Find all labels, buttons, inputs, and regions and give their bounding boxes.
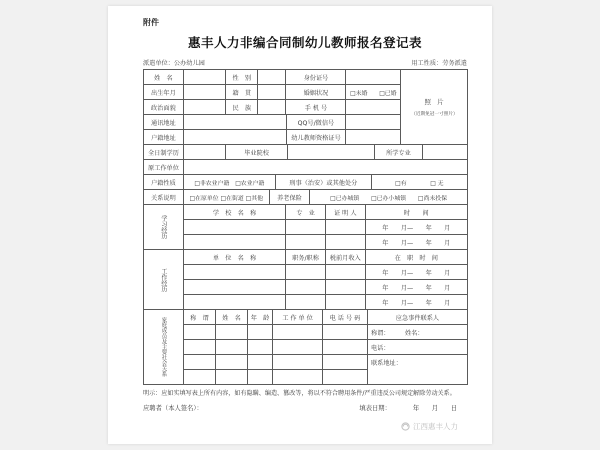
table-row [144, 190, 468, 205]
work-unit-input-cell [184, 280, 286, 295]
name-label: 姓 名 [144, 70, 184, 85]
study-school-header: 学 校 名 称 [184, 205, 286, 220]
relation-checkbox-options: □在原单位 □在街道 □其他 [184, 190, 270, 205]
family-name-header: 姓 名 [216, 310, 248, 325]
emergency-contact-address-cell: 联系地址： [368, 355, 468, 385]
qq-wechat-input-cell [346, 115, 401, 130]
form-table [143, 69, 468, 385]
family-section-label: 家庭成员及主要社会关系 [144, 310, 184, 385]
work-time-placeholder: 年 月— 年 月 [366, 280, 468, 295]
work-nature-label: 用工性质：劳务派遣 [411, 60, 467, 67]
applicant-signature-label: 应聘者（本人签名）： [143, 405, 203, 413]
family-age-input-cell [248, 340, 273, 355]
family-section [144, 310, 468, 385]
study-row [184, 220, 468, 235]
address-label: 通讯地址 [144, 115, 184, 130]
family-age-header: 年 龄 [248, 310, 273, 325]
form-title: 惠丰人力非编合同制幼儿教师报名登记表 [187, 35, 422, 50]
signature-line [143, 403, 467, 412]
name-input-cell [184, 70, 226, 85]
dispatch-unit-label: 派遣单位：公办幼儿园 [143, 60, 205, 67]
family-workunit-input-cell [273, 325, 323, 340]
prev-employer-input-cell [184, 160, 468, 175]
native-place-label: 籍 贯 [226, 85, 258, 100]
study-school-input-cell [184, 220, 286, 235]
company-logo-icon [401, 422, 410, 431]
work-title-input-cell [286, 280, 326, 295]
id-number-label: 身份证号 [286, 70, 346, 85]
form-content [143, 17, 467, 412]
gender-label: 性 别 [226, 70, 258, 85]
family-workunit-input-cell [273, 340, 323, 355]
family-row [184, 340, 368, 355]
family-workunit-header: 工 作 单 位 [273, 310, 323, 325]
family-age-input-cell [248, 370, 273, 385]
attachment-label: 附件 [143, 18, 159, 27]
table-row [144, 130, 401, 145]
family-name-input-cell [216, 355, 248, 370]
teacher-cert-input-cell [346, 130, 401, 145]
prev-employer-label: 原工作单位 [144, 160, 184, 175]
work-unit-input-cell [184, 265, 286, 280]
school-label: 毕业院校 [226, 145, 288, 160]
photo-cell [401, 70, 468, 145]
family-name-input-cell [216, 340, 248, 355]
pension-label: 养老保险 [270, 190, 311, 205]
family-phone-header: 电 话 号 码 [323, 310, 368, 325]
teacher-cert-label: 幼儿教师资格证号 [287, 130, 347, 145]
document-sheet [108, 6, 492, 444]
study-time-placeholder: 年 月— 年 月 [366, 235, 468, 250]
work-section [144, 250, 468, 310]
study-major-input-cell [286, 220, 326, 235]
work-time-placeholder: 年 月— 年 月 [366, 265, 468, 280]
work-unit-header: 单 位 名 称 [184, 250, 286, 265]
emergency-contact-phone-cell: 电话： [368, 340, 468, 355]
family-age-input-cell [248, 355, 273, 370]
birth-input-cell [184, 85, 226, 100]
family-relation-input-cell [184, 340, 216, 355]
relation-label: 关系说明 [144, 190, 184, 205]
study-time-placeholder: 年 月— 年 月 [366, 220, 468, 235]
id-number-input-cell [346, 70, 401, 85]
study-reference-header: 证 明 人 [326, 205, 366, 220]
study-reference-input-cell [326, 220, 366, 235]
work-income-input-cell [326, 265, 366, 280]
political-label: 政治面貌 [144, 100, 184, 115]
work-title-input-cell [286, 265, 326, 280]
study-major-header: 专 业 [286, 205, 326, 220]
work-title-input-cell [286, 295, 326, 310]
table-row [144, 145, 468, 160]
table-row [144, 175, 468, 190]
declaration-note: 明示：应如实填写表上所有内容，如有隐瞒、编造、篡改等，将以不符合聘用条件/严重违反公司规定解除劳动关系。 [143, 390, 456, 397]
study-section-label: 学习经历 [144, 205, 184, 250]
family-relation-input-cell [184, 325, 216, 340]
study-time-header: 时 间 [366, 205, 468, 220]
work-row [184, 265, 468, 280]
work-income-header: 税前月收入 [326, 250, 366, 265]
family-name-input-cell [216, 325, 248, 340]
pension-checkbox-options: □已办城镇 □已办小城镇 □尚未投保 [310, 190, 468, 205]
family-name-input-cell [216, 370, 248, 385]
mobile-input-cell [346, 100, 401, 115]
major-label: 所学专业 [375, 145, 422, 160]
work-income-input-cell [326, 280, 366, 295]
table-row [144, 160, 468, 175]
work-row [184, 295, 468, 310]
family-row [184, 370, 368, 385]
study-section [144, 205, 468, 250]
table-row [144, 100, 401, 115]
study-reference-input-cell [326, 235, 366, 250]
gender-input-cell [258, 70, 286, 85]
political-input-cell [184, 100, 226, 115]
photo-note: （近期免冠一寸照片） [410, 111, 458, 117]
ethnic-label: 民 族 [226, 100, 258, 115]
education-input-cell [184, 145, 226, 160]
work-time-header: 在 职 时 间 [366, 250, 468, 265]
family-phone-input-cell [323, 340, 368, 355]
family-relation-header: 称 谓 [184, 310, 216, 325]
basic-info-block [144, 70, 468, 145]
photo-label: 照 片 [424, 98, 444, 106]
family-phone-input-cell [323, 325, 368, 340]
family-phone-input-cell [323, 370, 368, 385]
education-label: 全日制学历 [144, 145, 184, 160]
form-subline [143, 58, 467, 67]
work-row [184, 280, 468, 295]
marital-label: 婚姻状况 [286, 85, 346, 100]
mobile-label: 手 机 号 [286, 100, 346, 115]
marital-checkbox-options: □未婚 □已婚 [346, 85, 401, 100]
ethnic-input-cell [258, 100, 286, 115]
work-header-row [184, 250, 468, 265]
family-emergency-header: 应急事件联系人 [368, 310, 468, 325]
work-section-label: 工作经历 [144, 250, 184, 310]
work-unit-input-cell [184, 295, 286, 310]
family-relation-input-cell [184, 370, 216, 385]
household-type-label: 户籍性质 [144, 175, 184, 190]
family-relation-input-cell [184, 355, 216, 370]
native-place-input-cell [258, 85, 286, 100]
work-time-placeholder: 年 月— 年 月 [366, 295, 468, 310]
family-age-input-cell [248, 325, 273, 340]
table-row [144, 85, 401, 100]
work-title-header: 职务/职称 [286, 250, 326, 265]
family-workunit-input-cell [273, 355, 323, 370]
household-type-checkbox-options: □非农业户籍 □农业户籍 [184, 175, 276, 190]
family-row [184, 325, 368, 340]
study-header-row [184, 205, 468, 220]
criminal-record-checkbox-options: □有 □ 无 [372, 175, 468, 190]
household-addr-input-cell [184, 130, 287, 145]
table-row [144, 115, 401, 130]
watermark [401, 421, 458, 432]
school-input-cell [288, 145, 375, 160]
study-school-input-cell [184, 235, 286, 250]
family-header-row [184, 310, 468, 325]
watermark-text: 江西惠丰人力 [413, 422, 458, 431]
household-addr-label: 户籍地址 [144, 130, 184, 145]
address-input-cell [184, 115, 287, 130]
study-major-input-cell [286, 235, 326, 250]
qq-wechat-label: QQ号/微信号 [287, 115, 347, 130]
family-row [184, 355, 368, 370]
study-row [184, 235, 468, 250]
table-row [144, 70, 401, 85]
fill-date-label: 填表日期： 年 月 日 [359, 405, 457, 413]
criminal-record-label: 刑事（治安）或其他处分 [276, 175, 372, 190]
family-workunit-input-cell [273, 370, 323, 385]
emergency-contact-name-cell: 称谓： 姓名： [368, 325, 468, 340]
major-input-cell [423, 145, 468, 160]
work-income-input-cell [326, 295, 366, 310]
birth-label: 出生年月 [144, 85, 184, 100]
family-phone-input-cell [323, 355, 368, 370]
